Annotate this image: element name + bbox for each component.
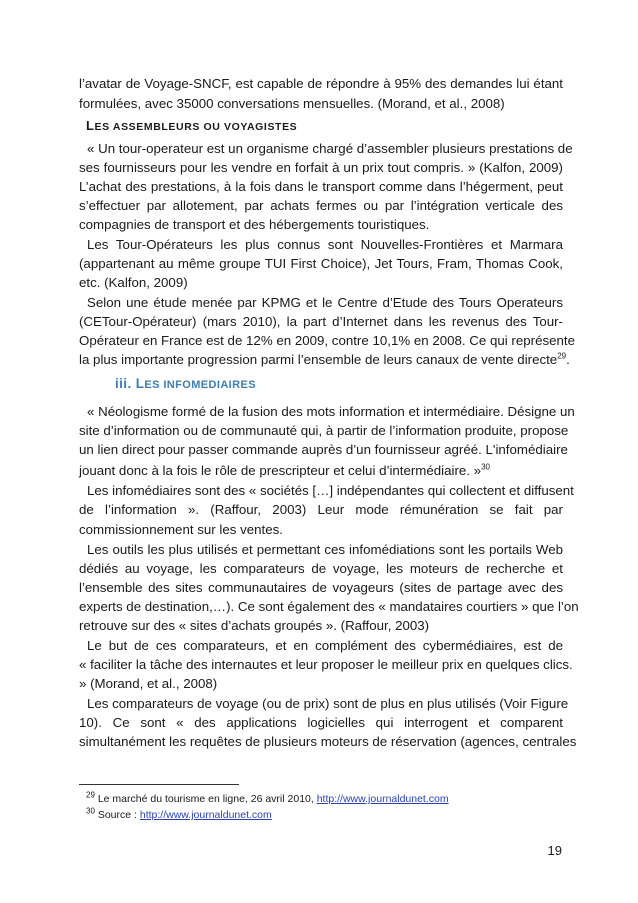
heading-initial: L: [86, 118, 95, 133]
text-line: Les Tour-Opérateurs les plus connus sont Nouvelles-Frontières et Marmara: [87, 237, 563, 252]
heading-rest: ES INFOMEDIAIRES: [144, 379, 256, 391]
text-line: Les comparateurs de voyage (ou de prix) sont de plus en plus utilisés (Voir Figure: [87, 696, 569, 711]
text-line: Selon une étude menée par KPMG et le Centre d’Etude des Tours Operateurs: [87, 295, 563, 310]
footnote-link[interactable]: http://www.journaldunet.com: [139, 809, 272, 821]
text-line: Les outils les plus utilisés et permettant ces infomédiations sont les portails Web: [87, 542, 563, 557]
text-line: formulées, avec 35000 conversations mensuelles. (Morand, et al., 2008): [79, 96, 505, 111]
text-line: [79, 351, 570, 368]
text-line: Opérateur en France est de 12% en 2009, contre 10,1% en 2008. Ce qui représente: [79, 333, 576, 348]
text-line: commissionnement sur les ventes.: [79, 522, 283, 537]
footnote-number: 30: [86, 806, 95, 816]
heading-number: iii.: [115, 376, 136, 391]
text-line: (appartenant au même groupe TUI First Choice), Jet Tours, Fram, Thomas Cook,: [79, 256, 563, 271]
text-line: ses fournisseurs pour les vendre en forfait à un prix tout compris. » (Kalfon, 2009): [79, 160, 563, 175]
text-line: etc. (Kalfon, 2009): [79, 275, 188, 290]
text-line: experts de destination,…). Ce sont également des « mandataires courtiers » que l’on: [79, 599, 579, 614]
page-number: 19: [547, 843, 562, 858]
text-line: [79, 462, 563, 479]
section-heading-infomediaires: [115, 376, 256, 391]
text-line: Les infomédiaires sont des « sociétés […] indépendantes qui collectent et diffusent: [87, 483, 574, 498]
text-line: site d’information ou de communauté qui, à partir de l’information produite, propose: [79, 423, 569, 438]
text-line: l’ensemble des sites communautaires de voyageurs (sites de partage avec des: [79, 580, 563, 595]
footnote-text: Source :: [97, 809, 140, 821]
footnote-29: [86, 792, 449, 806]
text-line: 10). Ce sont « des applications logicielles qui interrogent et comparent: [79, 715, 563, 730]
text-line: de l’information ». (Raffour, 2003) Leur mode rémunération se fait par: [79, 502, 563, 517]
footnote-text: Le marché du tourisme en ligne, 26 avril 2010,: [97, 793, 317, 805]
text-line: » (Morand, et al., 2008): [79, 676, 218, 691]
text-line: (CETour-Opérateur) (mars 2010), la part d’Internet dans les revenus des Tour-: [79, 314, 563, 329]
text-line: simultanément les requêtes de plusieurs moteurs de réservation (agences, centrales: [79, 734, 577, 749]
footnote-number: 29: [86, 790, 95, 800]
text-line: « Un tour-operateur est un organisme chargé d’assembler plusieurs prestations de: [87, 141, 573, 156]
text-line: L’achat des prestations, à la fois dans le transport comme dans l’hégerment, peut: [79, 179, 563, 194]
footnote-ref-30[interactable]: 30: [481, 462, 490, 472]
heading-initial: L: [135, 376, 145, 391]
section-heading-assembleurs: [86, 118, 297, 133]
text-line: l’avatar de Voyage-SNCF, est capable de répondre à 95% des demandes lui étant: [79, 76, 563, 91]
text-span: .: [566, 352, 570, 367]
heading-rest: ES ASSEMBLEURS OU VOYAGISTES: [94, 121, 298, 133]
footnote-ref-29[interactable]: 29: [557, 351, 567, 361]
text-line: s’effectuer par allotement, par achats fermes ou par l’intégration verticale des: [79, 198, 563, 213]
footnote-30: [86, 808, 272, 822]
text-line: un lien direct pour passer commande auprès d’un fournisseur agréé. L'infomédiaire: [79, 442, 568, 457]
text-line: « faciliter la tâche des internautes et leur proposer le meilleur prix en quelques clics.: [79, 657, 573, 672]
text-line: compagnies de transport et des hébergements touristiques.: [79, 217, 430, 232]
footnote-link[interactable]: http://www.journaldunet.com: [316, 793, 449, 805]
text-line: « Néologisme formé de la fusion des mots information et intermédiaire. Désigne un: [87, 404, 575, 419]
text-line: dédiés au voyage, les comparateurs de voyage, les moteurs de recherche et: [79, 561, 563, 576]
text-span: jouant donc à la fois le rôle de prescripteur et celui d’intermédiaire. »: [79, 463, 482, 478]
footnote-separator: [79, 784, 239, 785]
text-span: la plus importante progression parmi l’ensemble de leurs canaux de vente directe: [79, 352, 558, 367]
text-line: Le but de ces comparateurs, et en complément des cybermédiaires, est de: [87, 638, 563, 653]
text-line: retrouve sur des « sites d’achats groupés ». (Raffour, 2003): [79, 618, 430, 633]
